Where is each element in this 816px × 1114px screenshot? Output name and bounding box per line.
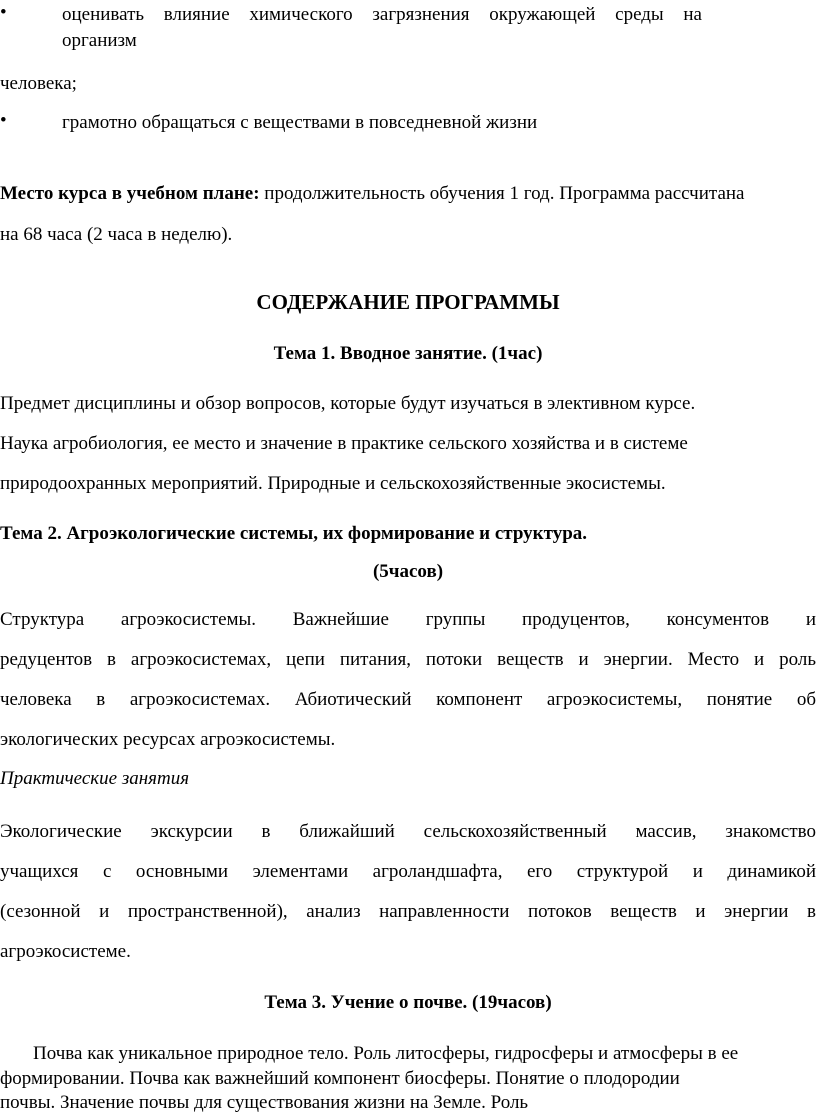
bullet-continuation: человека;	[0, 73, 77, 94]
course-place-text: продолжительность обучения 1 год. Программа рассчитана	[259, 183, 745, 204]
topic-title: Тема 2. Агроэкологические системы, их формирование и структура.	[0, 523, 588, 544]
practice-label: Практические занятия	[0, 768, 190, 789]
paragraph-line: Структура агроэкосистемы. Важнейшие группы продуцентов, консументов и	[0, 609, 816, 630]
topic-hours: (5часов)	[372, 561, 444, 582]
paragraph-line: Экологические экскурсии в ближайший сельскохозяйственный массив, знакомство	[0, 821, 816, 842]
topic-title: Тема 1. Вводное занятие. (1час)	[273, 343, 543, 364]
bullet-marker: •	[0, 2, 7, 23]
bullet-text-line: организм	[62, 30, 137, 51]
paragraph-line: природоохранных мероприятий. Природные и сельскохозяйственные экосистемы.	[0, 473, 666, 494]
paragraph-line: Наука агробиология, ее место и значение в практике сельского хозяйства и в системе	[0, 433, 688, 454]
bullet-marker: •	[0, 110, 7, 131]
course-place-text: на 68 часа (2 часа в неделю).	[0, 224, 233, 245]
paragraph-line: Почва как уникальное природное тело. Роль литосферы, гидросферы и атмосферы в ее	[33, 1043, 739, 1064]
paragraph-line: человека в агроэкосистемах. Абиотический компонент агроэкосистемы, понятие об	[0, 689, 816, 710]
paragraph-line: Предмет дисциплины и обзор вопросов, которые будут изучаться в элективном курсе.	[0, 393, 696, 414]
bullet-text-line: оценивать влияние химического загрязнения окружающей среды на	[62, 4, 702, 25]
paragraph-line: экологических ресурсах агроэкосистемы.	[0, 729, 336, 750]
course-place-label: Место курса в учебном плане:	[0, 183, 260, 204]
course-place-line	[0, 183, 816, 205]
section-title: СОДЕРЖАНИЕ ПРОГРАММЫ	[256, 290, 560, 314]
paragraph-line: агроэкосистеме.	[0, 941, 131, 962]
paragraph-line: редуцентов в агроэкосистемах, цепи питания, потоки веществ и энергии. Место и роль	[0, 649, 816, 670]
paragraph-line: учащихся с основными элементами агроландшафта, его структурой и динамикой	[0, 861, 816, 882]
topic-title: Тема 3. Учение о почве. (19часов)	[264, 992, 552, 1013]
bullet-text-line: грамотно обращаться с веществами в повседневной жизни	[62, 112, 538, 133]
paragraph-line: (сезонной и пространственной), анализ направленности потоков веществ и энергии в	[0, 901, 816, 922]
paragraph-line: почвы. Значение почвы для существования жизни на Земле. Роль	[0, 1092, 529, 1113]
paragraph-line: формировании. Почва как важнейший компонент биосферы. Понятие о плодородии	[0, 1068, 680, 1089]
